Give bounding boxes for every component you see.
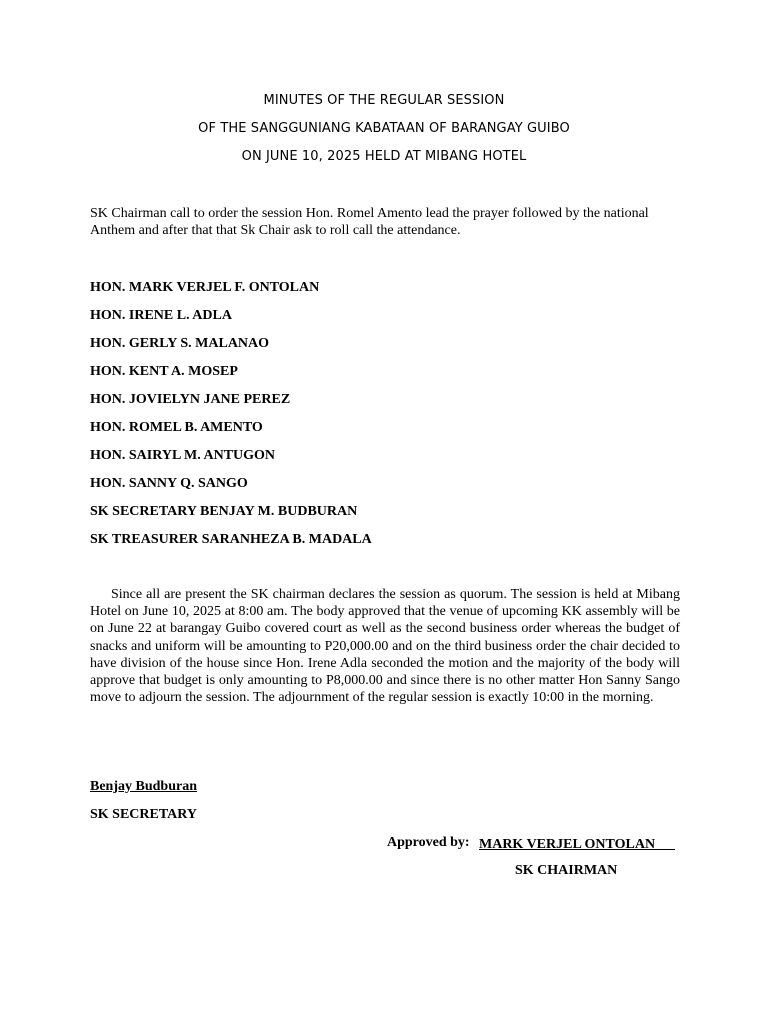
- attendee: HON. KENT A. MOSEP: [90, 364, 238, 379]
- attendee: HON. JOVIELYN JANE PEREZ: [90, 392, 291, 407]
- attendee: HON. GERLY S. MALANAO: [90, 336, 270, 351]
- attendee: SK SECRETARY BENJAY M. BUDBURAN: [90, 504, 358, 519]
- attendee: HON. SANNY Q. SANGO: [90, 476, 248, 491]
- chairman-title: SK CHAIRMAN: [515, 863, 618, 878]
- chairman-signature-line: [479, 834, 675, 853]
- attendee: HON. ROMEL B. AMENTO: [90, 420, 263, 435]
- signature-underline: [655, 834, 675, 850]
- minutes-body-paragraph: Since all are present the SK chairman declares the session as quorum. The session is held at Mibang Hotel on June 10, 2025 at 8:00 am. The body approved that the venue of upcoming KK assembly will be on June 22 at barangay Guibo covered court as well as the second business order whereas the budget of snacks and uniform will be amounting to P20,000.00 and on the third business order the chair decided to have division of the house since Hon. Irene Adla seconded the motion and the majority of the body will approve that budget is only amounting to P8,000.00 and since there is no other matter Hon Sanny Sango move to adjourn the session. The adjournment of the regular session is exactly 10:00 in the morning.: [90, 587, 680, 706]
- document-title-line-3: ON JUNE 10, 2025 HELD AT MIBANG HOTEL: [241, 149, 527, 164]
- attendee: HON. MARK VERJEL F. ONTOLAN: [90, 280, 320, 295]
- approved-by-label: Approved by:: [387, 835, 470, 850]
- attendee: HON. IRENE L. ADLA: [90, 308, 232, 323]
- chairman-name: MARK VERJEL ONTOLAN: [479, 837, 656, 852]
- intro-paragraph: SK Chairman call to order the session Hon. Romel Amento lead the prayer followed by the national Anthem and after that that Sk Chair ask to roll call the attendance.: [90, 206, 649, 239]
- secretary-title: SK SECRETARY: [90, 807, 197, 822]
- attendance-list: [90, 279, 372, 559]
- attendee: HON. SAIRYL M. ANTUGON: [90, 448, 276, 463]
- secretary-name: Benjay Budburan: [90, 779, 197, 794]
- document-title-line-2: OF THE SANGGUNIANG KABATAAN OF BARANGAY GUIBO: [198, 121, 570, 136]
- document-title-line-1: MINUTES OF THE REGULAR SESSION: [263, 93, 505, 108]
- attendee: SK TREASURER SARANHEZA B. MADALA: [90, 532, 372, 547]
